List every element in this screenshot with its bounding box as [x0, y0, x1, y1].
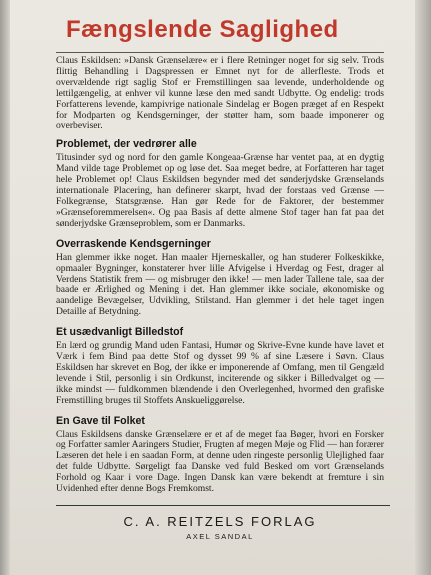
section-body: Titusinder syd og nord for den gamle Kongeaa-Grænse har ventet paa, at en dygtig Mand vilde tage Problemet op og løse det. Saa meget bedre, at Forfatteren har taget hele Problemet op! Claus Eskildsen begynder med det sønderjydske Grænselands internationale Placering, han definerer skarpt, hvad der forstaas ved Grænse — Folkegrænse, Statsgrænse. Han gør Rede for de Faktorer, der bestemmer »Grænseforemmerelsen«. Og paa Basis af dette almene Stof tager han fat paa det sønderjydske Grænseproblem, som er Danmarks. [56, 152, 384, 229]
section-facts [56, 238, 384, 318]
section-problem [56, 138, 384, 229]
section-heading: Overraskende Kendsgerninger [56, 237, 211, 250]
title-divider [56, 52, 384, 53]
section-body: En lærd og grundig Mand uden Fantasi, Humør og Skrive-Evne kunde have lavet et Værk i fem Bind paa dette Stof og dysset 99 % af sine Læsere i Søvn. Claus Eskildsen har skrevet en Bog, der ikke er imponerende af Omfang, men til Gengæld levende i Stil, personlig i sin Ordkunst, inciterende og sikker i Billedvalget og — ikke mindst — fuldkommen blændende i den Overlegenhed, hvormed den grafiske Fremstilling bruges til Stoffets Anskueliggørelse. [56, 340, 384, 406]
cover-edge-left [0, 0, 10, 575]
section-illustrations [56, 326, 384, 406]
publisher-name: C. A. REITZELS FORLAG [123, 514, 317, 529]
section-heading: Problemet, der vedrører alle [56, 138, 197, 151]
section-heading: En Gave til Folket [56, 414, 145, 427]
footer-divider [56, 505, 390, 506]
cover-title: Fængslende Saglighed [66, 16, 339, 43]
publisher-editor: AXEL SANDAL [186, 532, 254, 541]
section-heading: Et usædvanligt Billedstof [56, 326, 184, 339]
cover-edge-right [415, 0, 431, 575]
section-gift [56, 415, 384, 495]
cover-text-block [56, 16, 384, 541]
section-body: Han glemmer ikke noget. Han maaler Hjerneskaller, og han studerer Folkeskikke, opmaaler Bygninger, konstaterer hver lille Afvigelse i Hverdag og Fest, drager al Verdens Statistik frem — og misbruger den ikke! — men lader Tallene tale, saa der baade er Ærlighed og Mening i det. Han glemmer ikke sociale, økonomiske og aandelige Bevægelser, Udvikling, Stilstand. Han glemmer i det hele taget ingen Detaille af Betydning. [56, 251, 384, 318]
intro-paragraph: Claus Eskildsen: »Dansk Grænselære« er i flere Retninger noget for sig selv. Trods flittig Behandling i Dagspressen er Emnet nyt for de allerfleste. Trods et overvældende rigt saglig Stof er Fremstillingen saa levende, underholdende og lettilgængelig, at enhver vil kunne læse den med sandt Udbytte. Og endelig: trods Forfatterens levende, kampivrige nationale Sindelag er Bogen præget af en Respekt for Modparten og Kendsgerninger, der støtter ham, som baade imponerer og overbeviser. [56, 55, 384, 132]
section-body: Claus Eskildsens danske Grænselære er et af de meget faa Bøger, hvori en Forsker og Forfatter samler Aaringers Studier, Frugten af megen Møje og Flid — han forærer Læseren det hele i en saadan Form, at denne uden ringeste personlig Ulejlighed faar det fulde Udbytte. Sørgeligt faa Danske ved fuld Besked om vort Grænselands Forhold og Kaar i vore Dage. Ingen Dansk kan være bekendt at fremture i sin Uvidenhed efter denne Bogs Fremkomst. [56, 428, 384, 495]
